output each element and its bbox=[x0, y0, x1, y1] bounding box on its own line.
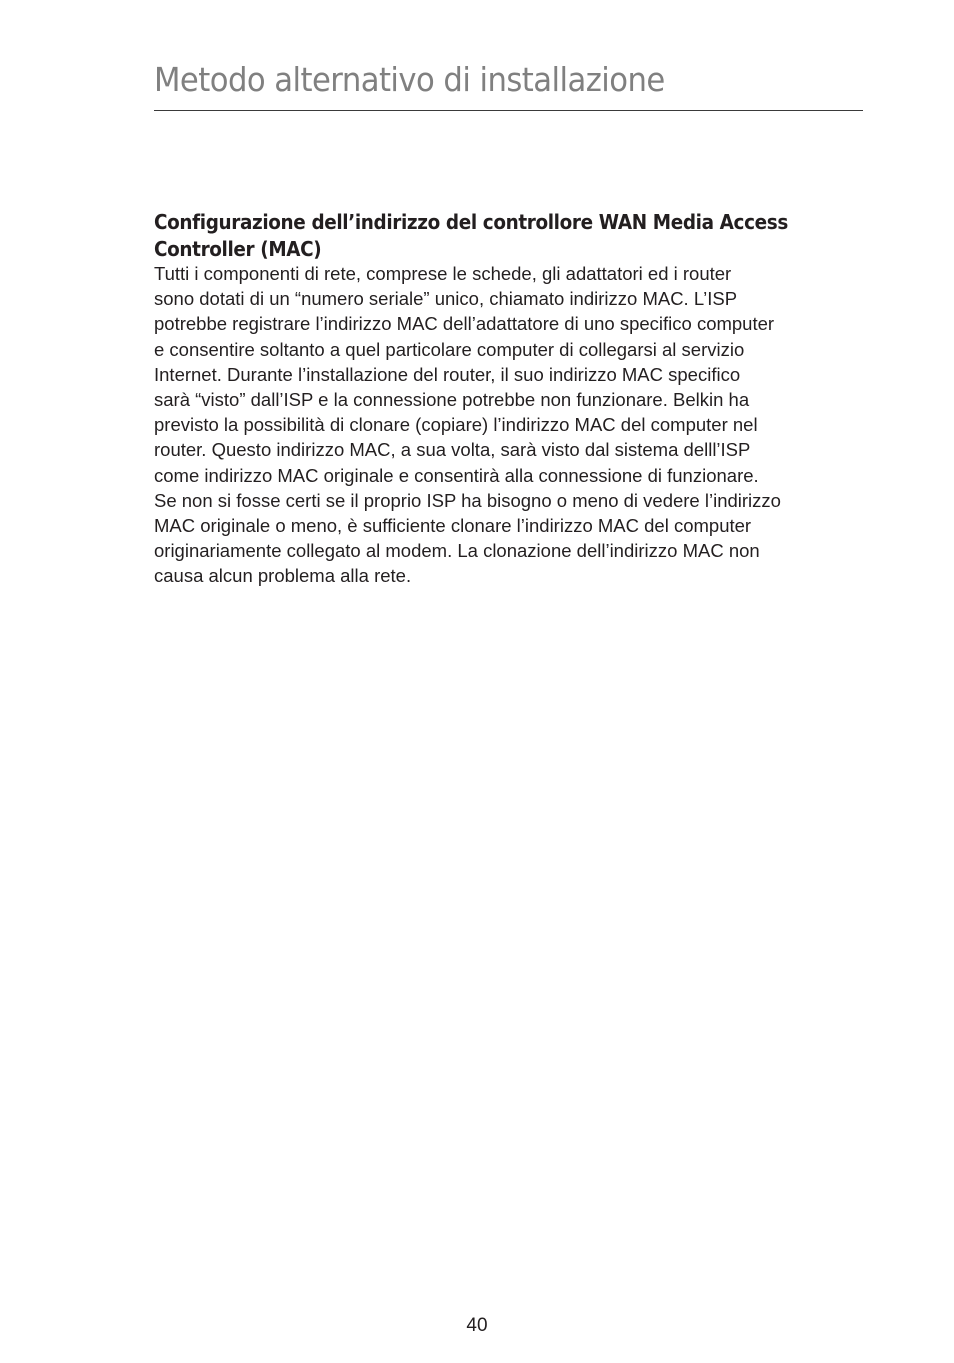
page-title: Metodo alternativo di installazione bbox=[154, 60, 665, 99]
body-line: previsto la possibilità di clonare (copiare) l’indirizzo MAC del computer nel bbox=[154, 414, 758, 436]
body-line: MAC originale o meno, è sufficiente clonare l’indirizzo MAC del computer bbox=[154, 515, 752, 537]
body-line: Internet. Durante l’installazione del router, il suo indirizzo MAC specifico bbox=[154, 363, 741, 385]
body-line: come indirizzo MAC originale e consentirà alla connessione di funzionare. bbox=[154, 464, 759, 486]
body-line: e consentire soltanto a quel particolare computer di collegarsi al servizio bbox=[154, 338, 745, 360]
body-line: Se non si fosse certi se il proprio ISP ha bisogno o meno di vedere l’indirizzo bbox=[154, 489, 781, 511]
body-line: router. Questo indirizzo MAC, a sua volta, sarà visto dal sistema delll’ISP bbox=[154, 439, 751, 461]
mac-address-section bbox=[154, 209, 854, 589]
section-body bbox=[154, 261, 854, 589]
body-line: potrebbe registrare l’indirizzo MAC dell’adattatore di uno specifico computer bbox=[154, 313, 775, 335]
body-line: Tutti i componenti di rete, comprese le schede, gli adattatori ed i router bbox=[154, 263, 732, 284]
body-line: causa alcun problema alla rete. bbox=[154, 565, 412, 587]
body-line: sono dotati di un “numero seriale” unico, chiamato indirizzo MAC. L’ISP bbox=[154, 288, 738, 310]
section-heading: Configurazione dell’indirizzo del controllore WAN Media Access Controller (MAC) bbox=[154, 210, 788, 261]
body-line: sarà “visto” dall’ISP e la connessione potrebbe non funzionare. Belkin ha bbox=[154, 389, 750, 411]
body-line: originariamente collegato al modem. La clonazione dell’indirizzo MAC non bbox=[154, 540, 760, 562]
page-number: 40 bbox=[466, 1315, 488, 1336]
page-header bbox=[154, 58, 863, 111]
